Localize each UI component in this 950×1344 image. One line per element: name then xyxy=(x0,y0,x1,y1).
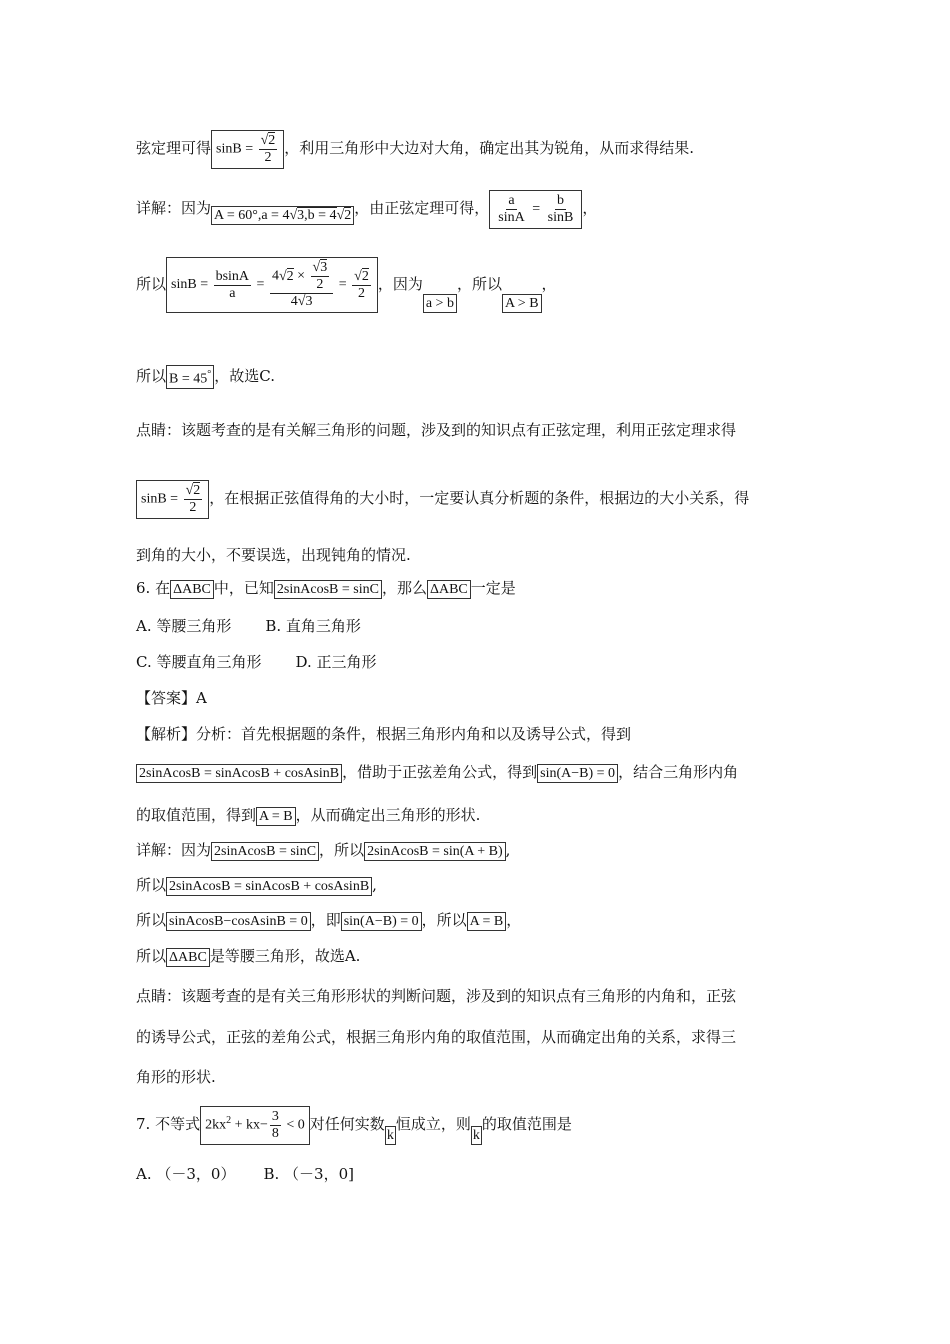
text-line xyxy=(136,124,694,172)
text-line: 所以 sinB = $\frac{bsinA}{a}$ = 4√2 × $\frac{√3}{2}$ 4√3 = $\frac{√2}{2}$ ，因为a > b，所以A > B， xyxy=(136,246,557,322)
text-line: 点睛：该题考查的是有关解三角形的问题，涉及到的知识点有正弦定理，利用正弦定理求得 xyxy=(136,421,737,439)
formula-box: ΔABC xyxy=(427,580,471,599)
formula-box: sin(A−B) = 0 xyxy=(341,912,422,931)
options-row xyxy=(136,1164,354,1184)
text-line: 2sinAcosB = sinAcosB + cosAsinB ，借助于正弦差角公式，得到 sin(A−B) = 0 ，结合三角形内角 xyxy=(136,762,738,783)
options-row xyxy=(136,652,377,672)
text-line: 角形的形状. xyxy=(136,1068,216,1086)
text-line: 详解：因为 2sinAcosB = sinC ，所以 2sinAcosB = sin(A + B) , xyxy=(136,841,511,859)
option-c: C. 等腰直角三角形 xyxy=(136,653,262,671)
formula-box: $\frac{a}{\sin A}$ = $\frac{b}{\sin B}$ xyxy=(489,190,582,229)
options-row xyxy=(136,616,361,636)
formula-box: 2sinAcosB = sinAcosB + cosAsinB xyxy=(166,877,372,896)
option-b: B. （－3，0] xyxy=(263,1165,354,1183)
formula-box: 2sinAcosB = sinAcosB + cosAsinB xyxy=(136,764,342,783)
formula-box: sinB = $\frac{√2}{2}$ xyxy=(136,480,209,519)
formula-box: a > b xyxy=(423,294,457,313)
question-7: 7. 不等式 $2kx^2 + kx-$ $\frac{3}{8}$ < 0 对任何实数k恒成立，则k的取值范围是 xyxy=(136,1100,572,1148)
answer-line: 【答案】A xyxy=(136,689,207,707)
text-line: 所以 ΔABC 是等腰三角形，故选A. xyxy=(136,947,361,965)
option-b: B. 直角三角形 xyxy=(265,617,361,635)
text-line: 所以 B = 45° ，故选C. xyxy=(136,367,275,387)
formula-box: A = B xyxy=(467,912,507,931)
formula-box: ΔABC xyxy=(170,580,214,599)
formula-box: B = 45° xyxy=(166,365,214,389)
formula-box: ΔABC xyxy=(166,948,210,967)
option-a: A. 等腰三角形 xyxy=(136,617,232,635)
text-line: 点睛：该题考查的是有关三角形形状的判断问题，涉及到的知识点有三角形的内角和，正弦 xyxy=(136,987,737,1005)
formula-box: A > B xyxy=(502,294,542,313)
formula-box: k xyxy=(386,1128,394,1143)
text-line: 的取值范围，得到 A = B ，从而确定出三角形的形状. xyxy=(136,806,481,824)
text: 弦定理可得 xyxy=(136,139,212,157)
formula-box: 2sinAcosB = sinC xyxy=(274,580,382,599)
option-a: A. （－3，0） xyxy=(136,1165,236,1183)
formula-box: sinB = $\frac{√2}{2}$ xyxy=(211,130,284,169)
analysis-line: 【解析】分析：首先根据题的条件，根据三角形内角和以及诱导公式，得到 xyxy=(136,725,632,743)
question-6: 6. 在 ΔABC 中，已知 2sinAcosB = sinC ，那么 ΔABC 一定是 xyxy=(136,579,516,597)
formula-box: 2sinAcosB = sinC xyxy=(211,842,319,861)
formula-box: A = B xyxy=(256,807,296,826)
text-line: 所以 sinAcosB−cosAsinB = 0 ，即 sin(A−B) = 0 ，所以 A = B ， xyxy=(136,911,522,929)
formula-box: k xyxy=(472,1128,480,1143)
text-line: sinB = $\frac{√2}{2}$ ，在根据正弦值得角的大小时，一定要认真分析题的条件，根据边的大小关系，得 xyxy=(136,474,749,522)
text-line: 的诱导公式，正弦的差角公式，根据三角形内角的取值范围，从而确定出角的关系，求得三 xyxy=(136,1028,737,1046)
formula-box: sin(A−B) = 0 xyxy=(537,764,618,783)
text-line: 所以 2sinAcosB = sinAcosB + cosAsinB , xyxy=(136,876,377,894)
text-line: 详解：因为 A = 60°,a = 4√3,b = 4√2 ，由正弦定理可得， $\frac{a}{\sin A}$ = $\frac{b}{\sin B}$ ， xyxy=(136,186,597,230)
formula-box: 2sinAcosB = sin(A + B) xyxy=(364,842,506,861)
formula-box: sinB = $\frac{bsinA}{a}$ = 4√2 × $\frac{√3}{2}$ 4√3 = $\frac{√2}{2}$ xyxy=(166,257,378,313)
text-line: 到角的大小，不要误选，出现钝角的情况. xyxy=(136,546,411,564)
option-d: D. 正三角形 xyxy=(295,653,377,671)
formula-box: $2kx^2 + kx-$ $\frac{3}{8}$ < 0 xyxy=(200,1106,310,1145)
formula-box: sinAcosB−cosAsinB = 0 xyxy=(166,912,311,931)
formula-box: A = 60°,a = 4√3,b = 4√2 xyxy=(211,206,354,225)
text: ，利用三角形中大边对大角，确定出其为锐角，从而求得结果. xyxy=(284,139,695,157)
